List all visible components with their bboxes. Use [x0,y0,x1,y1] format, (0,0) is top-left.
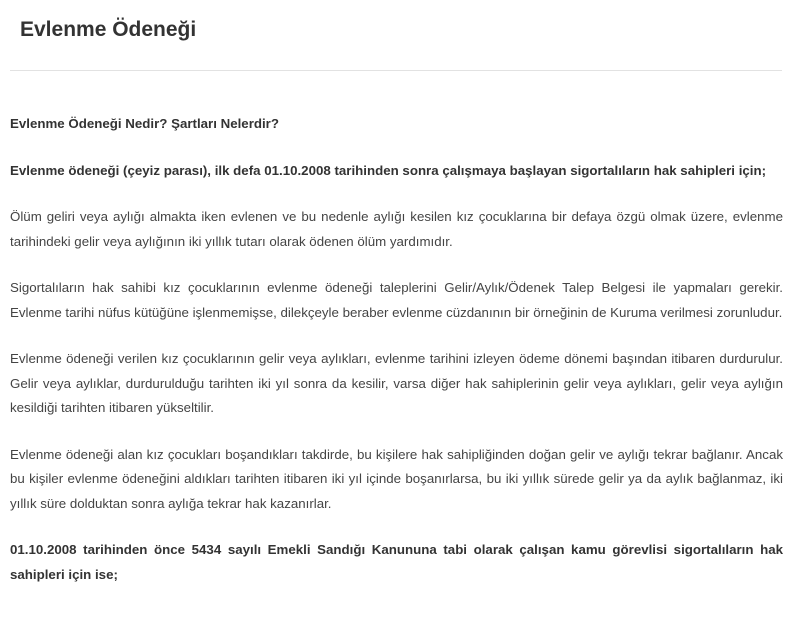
page-title: Evlenme Ödeneği [20,18,197,41]
title-divider [10,70,782,71]
article-paragraph-4: Evlenme ödeneği alan kız çocukları boşandıkları takdirde, bu kişilere hak sahipliğinden doğan gelir ve aylığı tekrar bağlanır. Ancak bu kişiler evlenme ödeneğini aldıkları tarihten itibaren iki yıl içinde boşanırlarsa, bu iki yıllık sürede gelir ya da aylık bağlanmaz, iki yıllık süre dolduktan sonra aylığa tekrar hak kazanırlar. [10,446,783,511]
article-paragraph-1: Ölüm geliri veya aylığı almakta iken evlenen ve bu nedenle aylığı kesilen kız çocuklarına bir defaya özgü olmak üzere, evlenme tarihindeki gelir veya aylığının iki yıllık tutarı olarak ödenen ölüm yardımıdır. [10,209,783,249]
article-paragraph-3: Evlenme ödeneği verilen kız çocuklarının gelir veya aylıkları, evlenme tarihini izleyen ödeme dönemi başından itibaren durdurulur. Gelir veya aylıklar, durdurulduğu tarihten iki yıl sonra da kesilir, varsa diğer hak sahiplerinin gelir veya aylıkları, gelir veya aylığın kesildiği tarihten itibaren yükseltilir. [10,351,783,415]
article-intro: Evlenme ödeneği (çeyiz parası), ilk defa 01.10.2008 tarihinden sonra çalışmaya başlayan sigortalıların hak sahipleri için; [10,162,767,178]
article-content [10,112,783,609]
article-outro: 01.10.2008 tarihinden önce 5434 sayılı Emekli Sandığı Kanununa tabi olarak çalışan kamu görevlisi sigortalıların hak sahipleri için ise; [10,542,783,582]
article-paragraph-2: Sigortalıların hak sahibi kız çocuklarının evlenme ödeneği taleplerini Gelir/Aylık/Ödenek Talep Belgesi ile yapmaları gerekir. Evlenme tarihi nüfus kütüğüne işlenmemişse, dilekçeyle beraber evlenme cüzdanının bir örneğinin de Kuruma verilmesi zorunludur. [10,280,783,320]
article-heading: Evlenme Ödeneği Nedir? Şartları Nelerdir? [10,116,279,131]
